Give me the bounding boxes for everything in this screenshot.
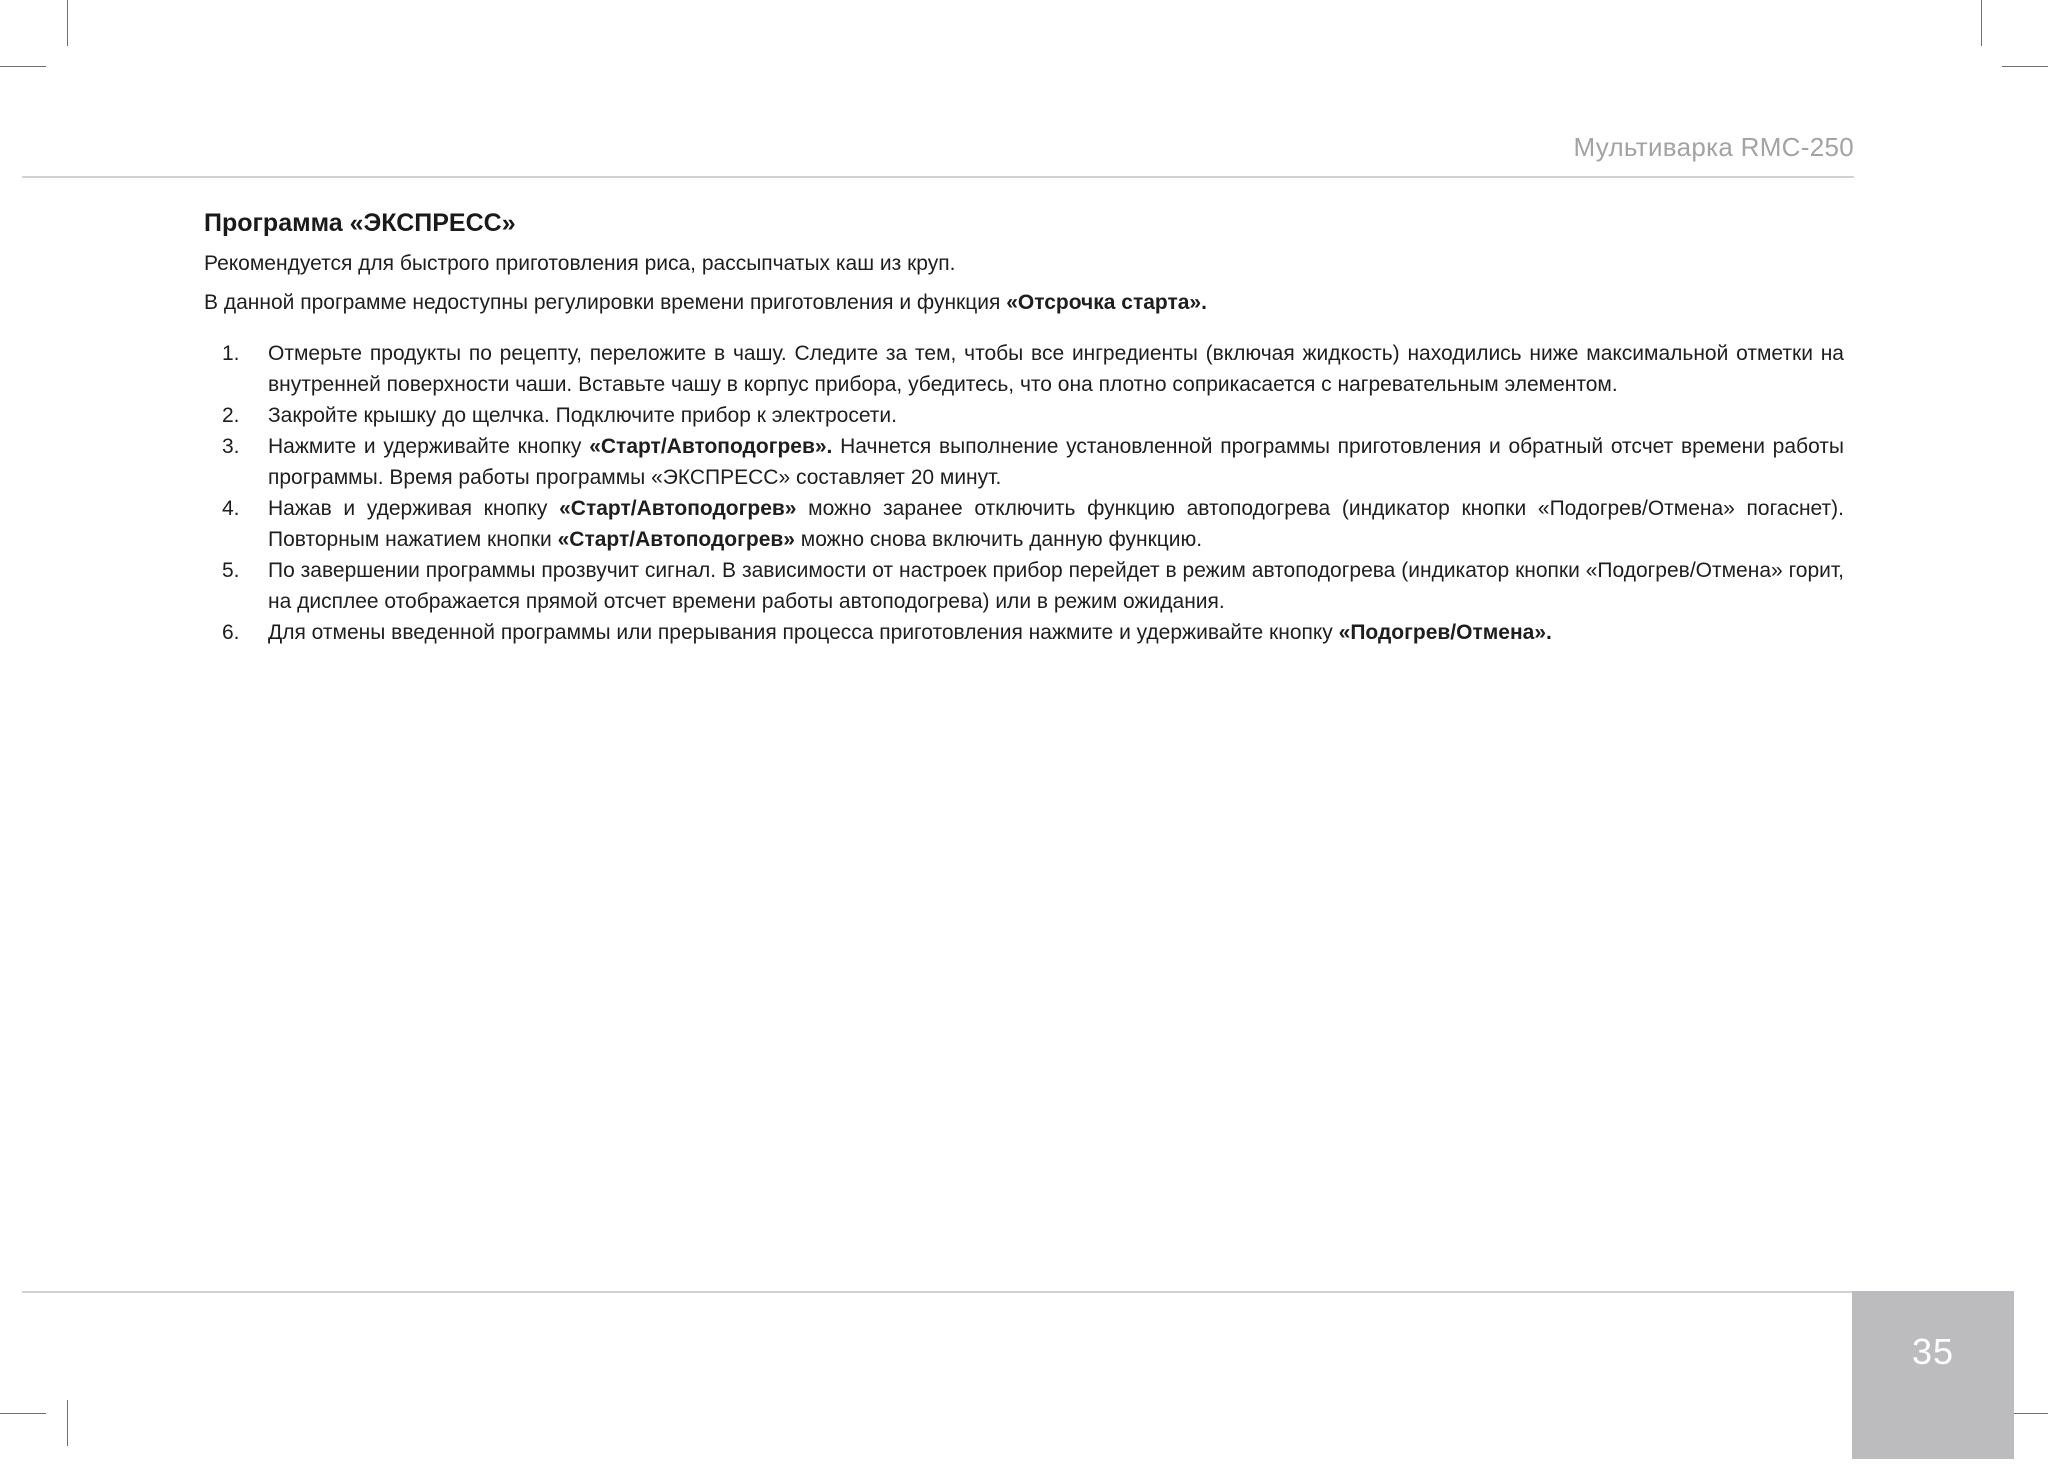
step-text: можно заранее отключить функцию автоподогрева (индикатор кнопки «Подогрев/Отмена» погаснет). Повторным нажатием кнопки [268,497,1844,551]
step-number: 2. [222,404,240,427]
page-number: 35 [1911,1331,1955,1372]
step-3 [204,431,1844,493]
step-text: Начнется выполнение установленной программы приготовления и обратный отсчет времени работы программы. Время работы программы «ЭКСПРЕСС» составляет 20 минут. [268,435,1844,489]
header-rule [22,176,1854,178]
page-content [204,206,1844,648]
step-number: 1. [222,342,240,365]
step-6 [204,617,1844,648]
crop-mark-top-right-horizontal [2002,66,2048,67]
step-text: Нажмите и удерживайте кнопку [268,435,590,458]
step-text: можно снова включить данную функцию. [794,528,1203,551]
crop-mark-top-left-vertical [67,0,68,46]
step-2 [204,400,1844,431]
note-paragraph [204,287,1844,318]
step-text: Нажав и удерживая кнопку [268,497,560,520]
step-text: Закройте крышку до щелчка. Подключите прибор к электросети. [268,404,897,427]
step-text: Отмерьте продукты по рецепту, переложите в чашу. Следите за тем, чтобы все ингредиенты (включая жидкость) находились ниже максимальной отметки на внутренней поверхности чаши. Вставьте чашу в корпус прибора, убедитесь, что она плотно соприкасается с нагревательным элементом. [268,342,1844,396]
intro-paragraph: Рекомендуется для быстрого приготовления риса, рассыпчатых каш из круп. [204,252,956,275]
step-number: 3. [222,435,240,458]
step-text: По завершении программы прозвучит сигнал. В зависимости от настроек прибор перейдет в режим автоподогрева (индикатор кнопки «Подогрев/Отмена» горит, на дисплее отображается прямой отсчет времени работы автоподогрева) или в режим ожидания. [268,559,1844,613]
button-name-start: «Старт/Автоподогрев». [589,435,833,458]
steps-list [204,338,1844,648]
crop-mark-top-right-vertical [1981,0,1982,46]
step-1 [204,338,1844,400]
step-number: 6. [222,621,240,644]
button-name-start: «Старт/Автоподогрев» [559,497,797,520]
step-number: 4. [222,497,240,520]
crop-mark-top-left-horizontal [0,66,46,67]
crop-mark-bottom-left-horizontal [0,1413,46,1414]
running-title: Мультиварка RMC-250 [1573,132,1854,162]
button-name-cancel: «Подогрев/Отмена». [1338,621,1552,644]
button-name-start: «Старт/Автоподогрев» [557,528,795,551]
step-number: 5. [222,559,240,582]
note-text: В данной программе недоступны регулировки времени приготовления и функция [204,291,1007,314]
crop-mark-bottom-left-vertical [67,1400,68,1446]
step-5 [204,555,1844,617]
note-bold-text: «Отсрочка старта». [1006,291,1207,314]
page-number-box [1852,1291,2014,1459]
step-text: Для отмены введенной программы или прерывания процесса приготовления нажмите и удерживайте кнопку [268,621,1339,644]
step-4 [204,493,1844,555]
footer-rule [22,1291,1852,1293]
section-title: Программа «ЭКСПРЕСС» [204,209,516,237]
